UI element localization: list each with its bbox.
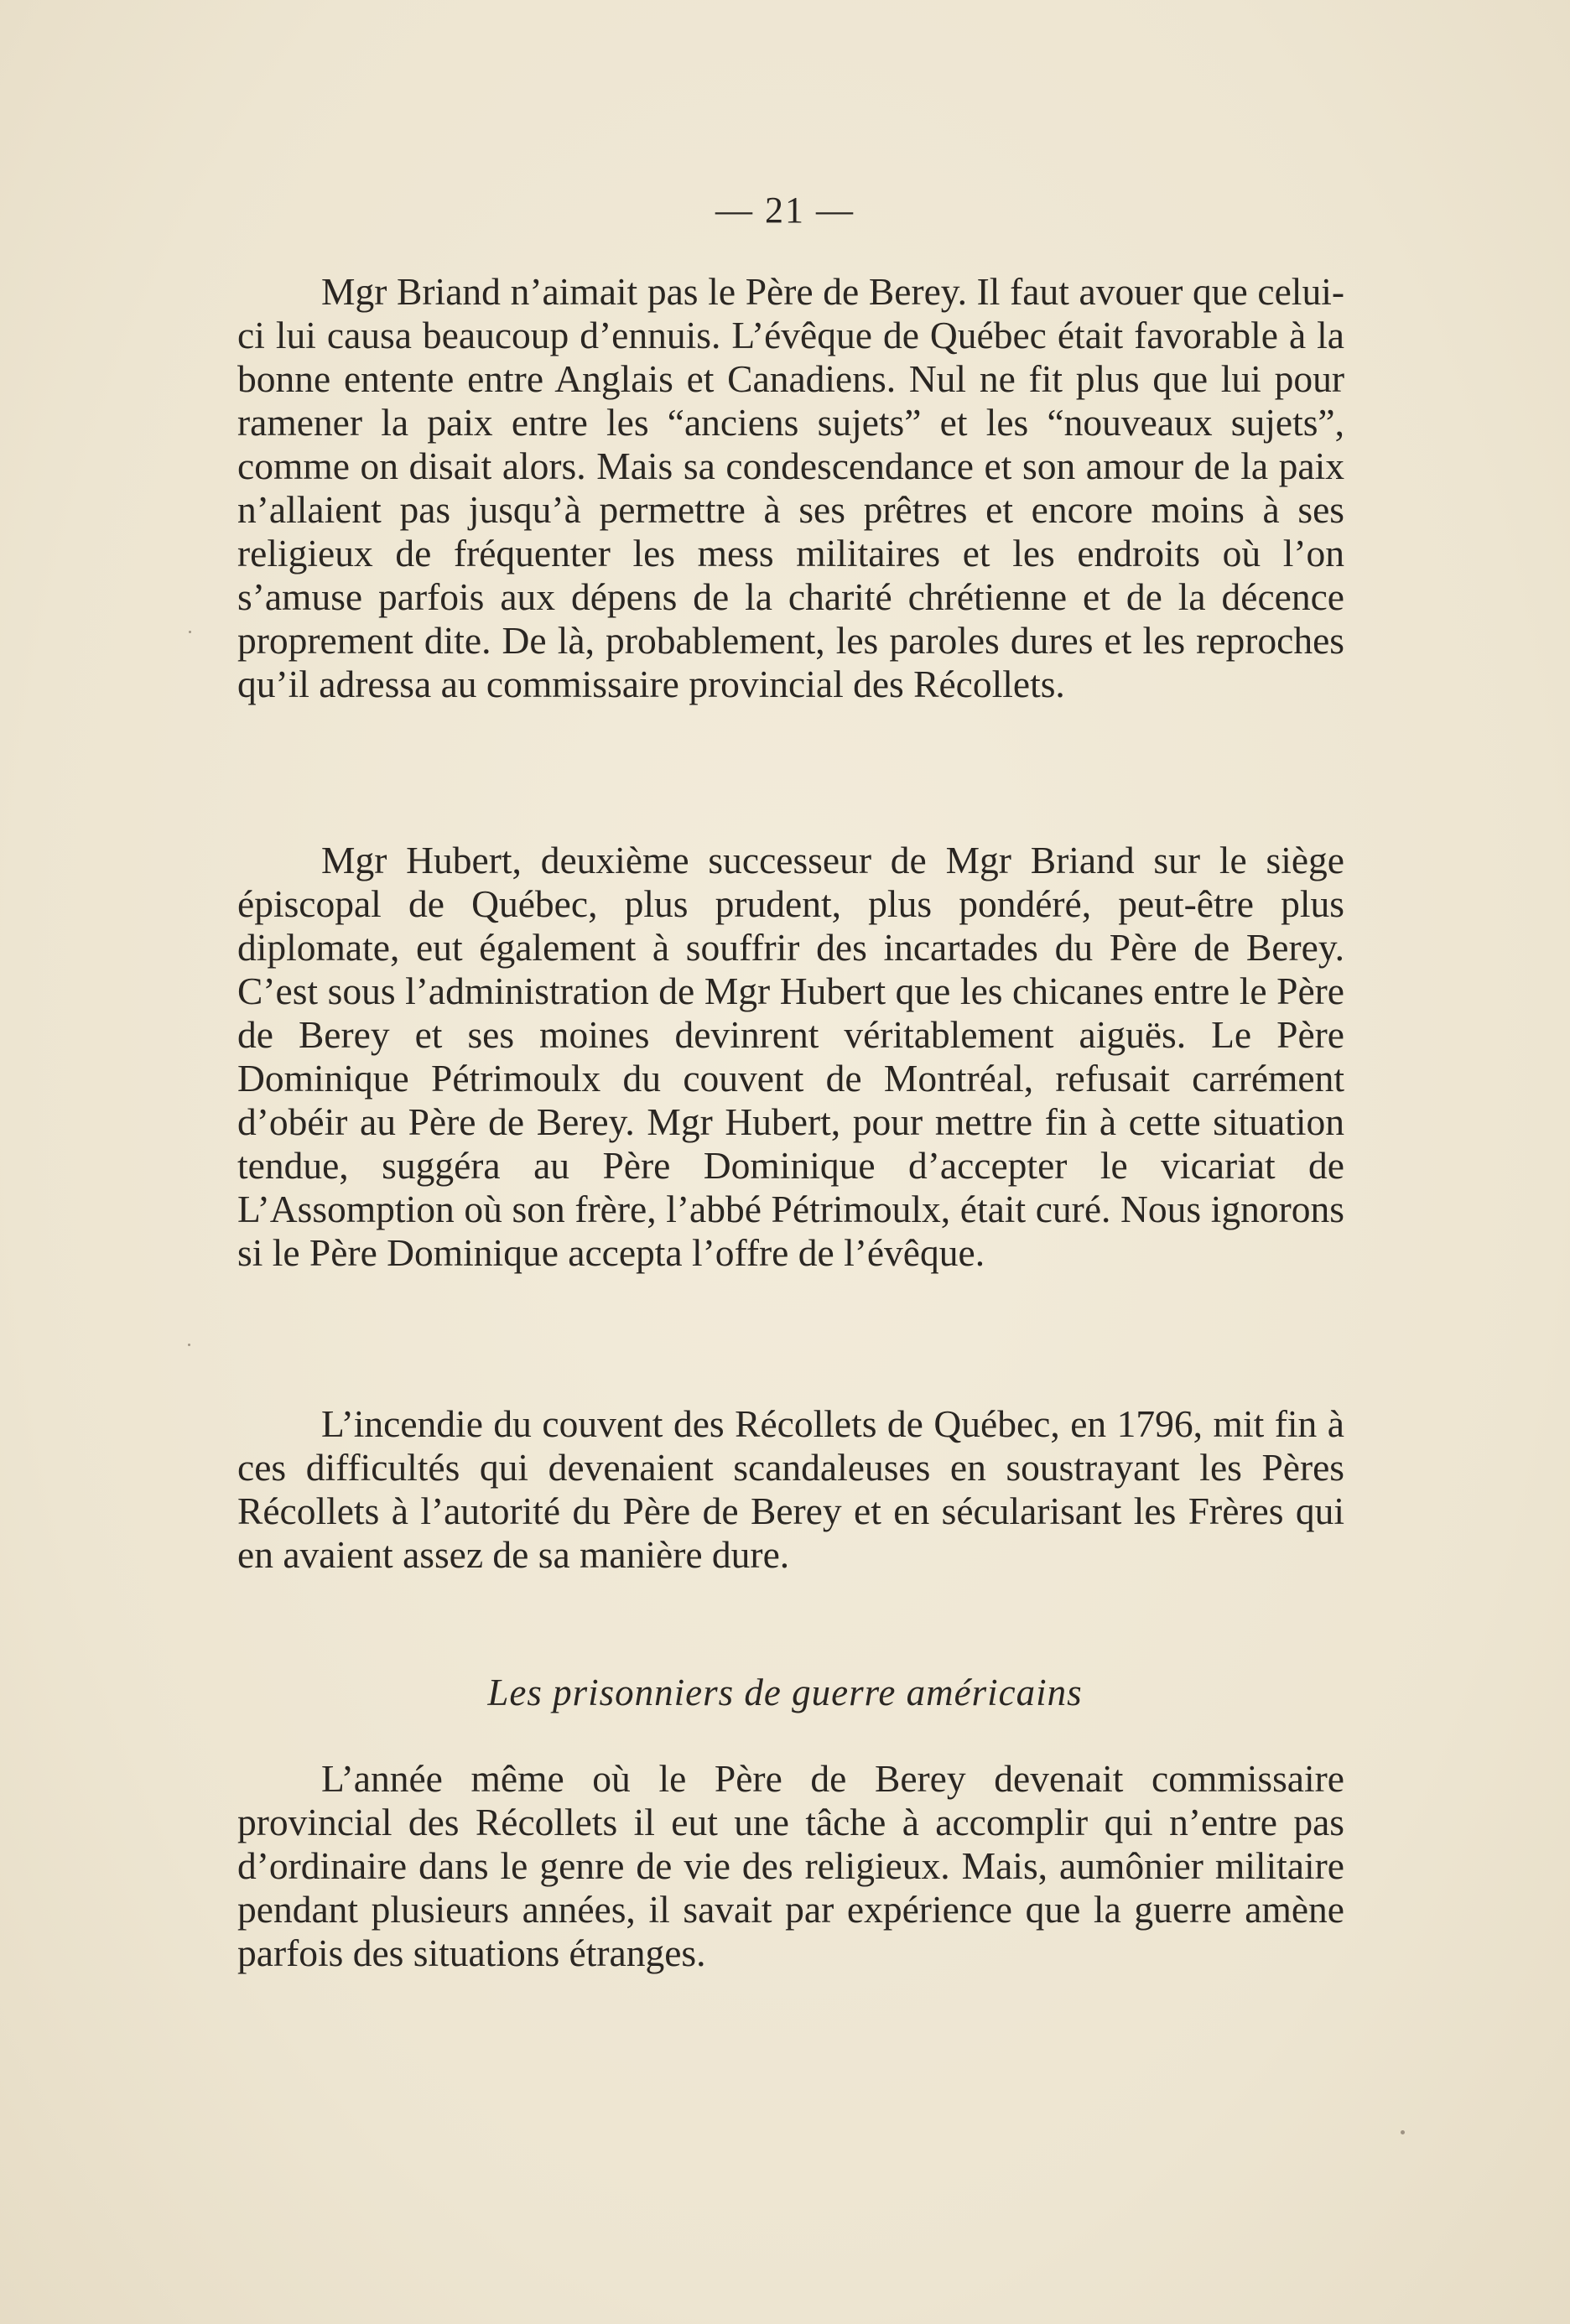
paragraph-block: [237, 1757, 1344, 1975]
paper-speck: [1401, 2130, 1405, 2134]
page-number: — 21 —: [715, 190, 855, 231]
paragraph-block: [237, 839, 1344, 1275]
paragraph-block: [237, 1402, 1344, 1577]
paragraph-block: [237, 270, 1344, 706]
section-title: Les prisonniers de guerre américains: [487, 1672, 1083, 1713]
paragraph: Mgr Hubert, deuxième successeur de Mgr Briand sur le siège épiscopal de Québec, plus prudent, plus pondéré, peut-être plus diplomate, eut également à souffrir des incartades du Père de Berey. C’est sous l’administration de Mgr Hubert que les chicanes entre le Père de Berey et ses moines devinrent véritablement aiguës. Le Père Dominique Pétrimoulx du couvent de Montréal, refusait carrément d’obéir au Père de Berey. Mgr Hubert, pour mettre fin à cette situation tendue, suggéra au Père Dominique d’accepter le vicariat de L’Assomption où son frère, l’abbé Pétrimoulx, était curé. Nous ignorons si le Père Dominique accepta l’offre de l’évêque.: [237, 839, 1344, 1274]
paper-speck: [188, 1344, 190, 1346]
paragraph: L’incendie du couvent des Récollets de Québec, en 1796, mit fin à ces difficultés qui devenaient scandaleuses en soustrayant les Pères Récollets à l’autorité du Père de Berey et en sécularisant les Frères qui en avaient assez de sa manière dure.: [237, 1402, 1344, 1576]
paragraph: L’année même où le Père de Berey devenait commissaire provincial des Récollets il eut une tâche à accomplir qui n’entre pas d’ordinaire dans le genre de vie des religieux. Mais, aumônier militaire pendant plusieurs années, il savait par expérience que la guerre amène parfois des situations étranges.: [237, 1757, 1344, 1974]
paper-speck: [189, 631, 191, 633]
paragraph: Mgr Briand n’aimait pas le Père de Berey. Il faut avouer que celui-ci lui causa beaucoup d’ennuis. L’évêque de Québec était favorable à la bonne entente entre Anglais et Canadiens. Nul ne fit plus que lui pour ramener la paix entre les “anciens sujets” et les “nouveaux sujets”, comme on disait alors. Mais sa condescendance et son amour de la paix n’allaient pas jusqu’à permettre à ses prêtres et encore moins à ses religieux de fréquenter les mess militaires et les endroits où l’on s’amuse parfois aux dépens de la charité chrétienne et de la décence proprement dite. De là, probablement, les paroles dures et les reproches qu’il adressa au commissaire provincial des Récollets.: [237, 270, 1344, 705]
